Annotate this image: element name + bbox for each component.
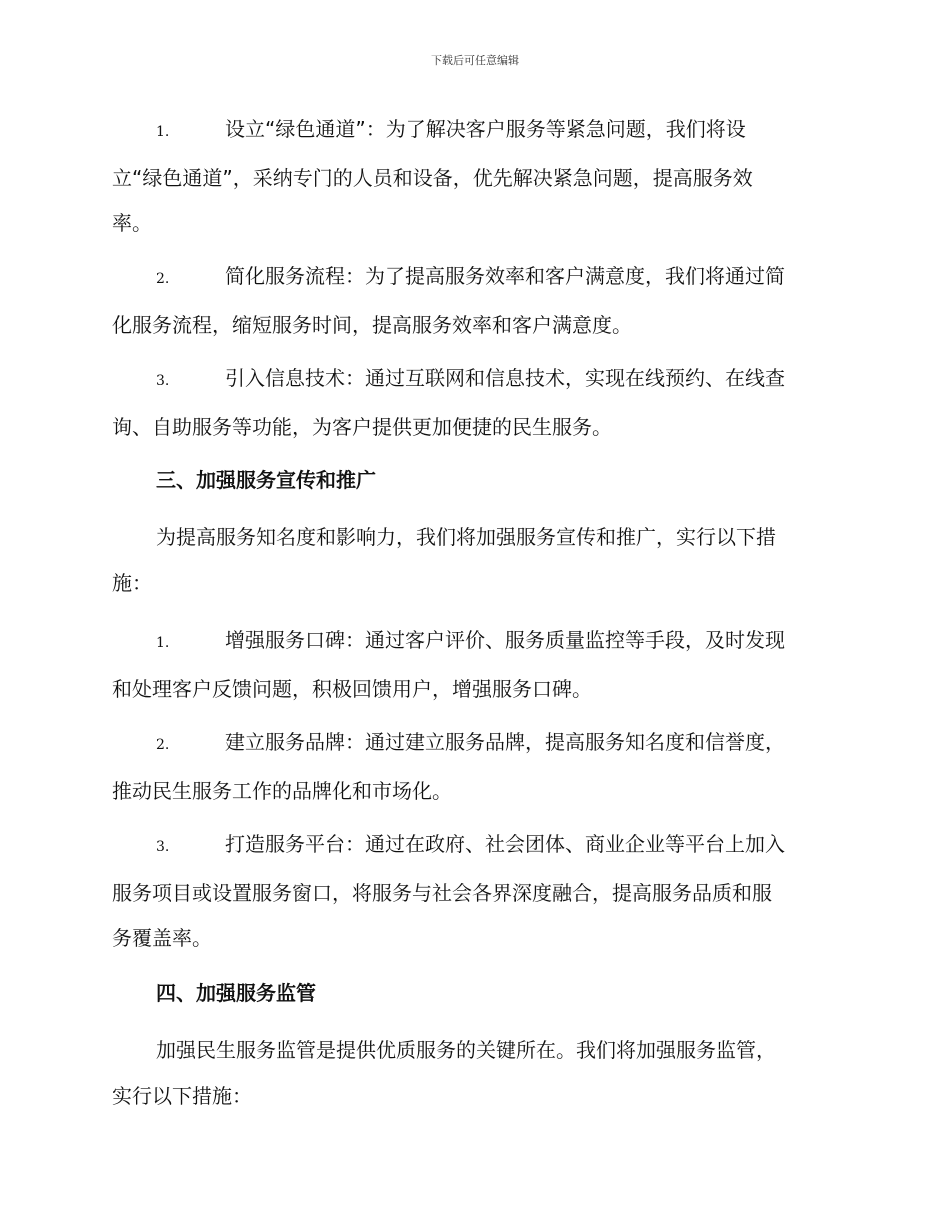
item-text: 务覆盖率。 [112,926,212,950]
section-heading: 四、加强服务监管 [156,981,316,1005]
item-text: 立“绿色通道”，采纳专门的人员和设备，优先解决紧急问题，提高服务效 [112,165,753,190]
list-item [112,822,832,962]
list-item [112,356,832,450]
item-text: 化服务流程，缩短服务时间，提高服务效率和客户满意度。 [112,312,632,337]
paragraph-text: 施： [112,570,152,595]
item-number: 3. [156,839,170,855]
page-header: 下载后可任意编辑 [431,54,519,67]
item-text: 服务项目或设置服务窗口，将服务与社会各界深度融合，提高服务品质和服 [112,880,772,905]
item-text: 引入信息技术：通过互联网和信息技术，实现在线预约、在线查 [225,366,785,390]
paragraph [112,1028,832,1119]
paragraph [112,515,832,606]
list-item [112,254,832,348]
paragraph-text: 为提高服务知名度和影响力，我们将加强服务宣传和推广，实行以下措 [156,525,776,549]
item-number: 3. [156,373,170,389]
item-number: 2. [156,737,170,753]
item-number: 1. [156,124,170,140]
item-number: 2. [156,271,170,287]
item-text: 设立“绿色通道”：为了解决客户服务等紧急问题，我们将设 [225,117,746,141]
section-heading: 三、加强服务宣传和推广 [156,468,376,492]
item-text: 询、自助服务等功能，为客户提供更加便捷的民生服务。 [112,414,612,439]
item-text: 打造服务平台：通过在政府、社会团体、商业企业等平台上加入 [225,832,785,856]
list-item [112,720,832,814]
item-text: 简化服务流程：为了提高服务效率和客户满意度，我们将通过简 [225,264,785,288]
item-text: 率。 [112,211,152,235]
item-text: 建立服务品牌：通过建立服务品牌，提高服务知名度和信誉度， [225,730,785,754]
item-text: 推动民生服务工作的品牌化和市场化。 [112,778,452,803]
paragraph-text: 实行以下措施： [112,1083,252,1108]
list-item [112,618,832,712]
paragraph-text: 加强民生服务监管是提供优质服务的关键所在。我们将加强服务监管， [156,1038,776,1062]
list-item [112,107,832,247]
item-text: 增强服务口碑：通过客户评价、服务质量监控等手段，及时发现 [225,628,785,652]
item-number: 1. [156,635,170,651]
item-text: 和处理客户反馈问题，积极回馈用户，增强服务口碑。 [112,676,592,701]
